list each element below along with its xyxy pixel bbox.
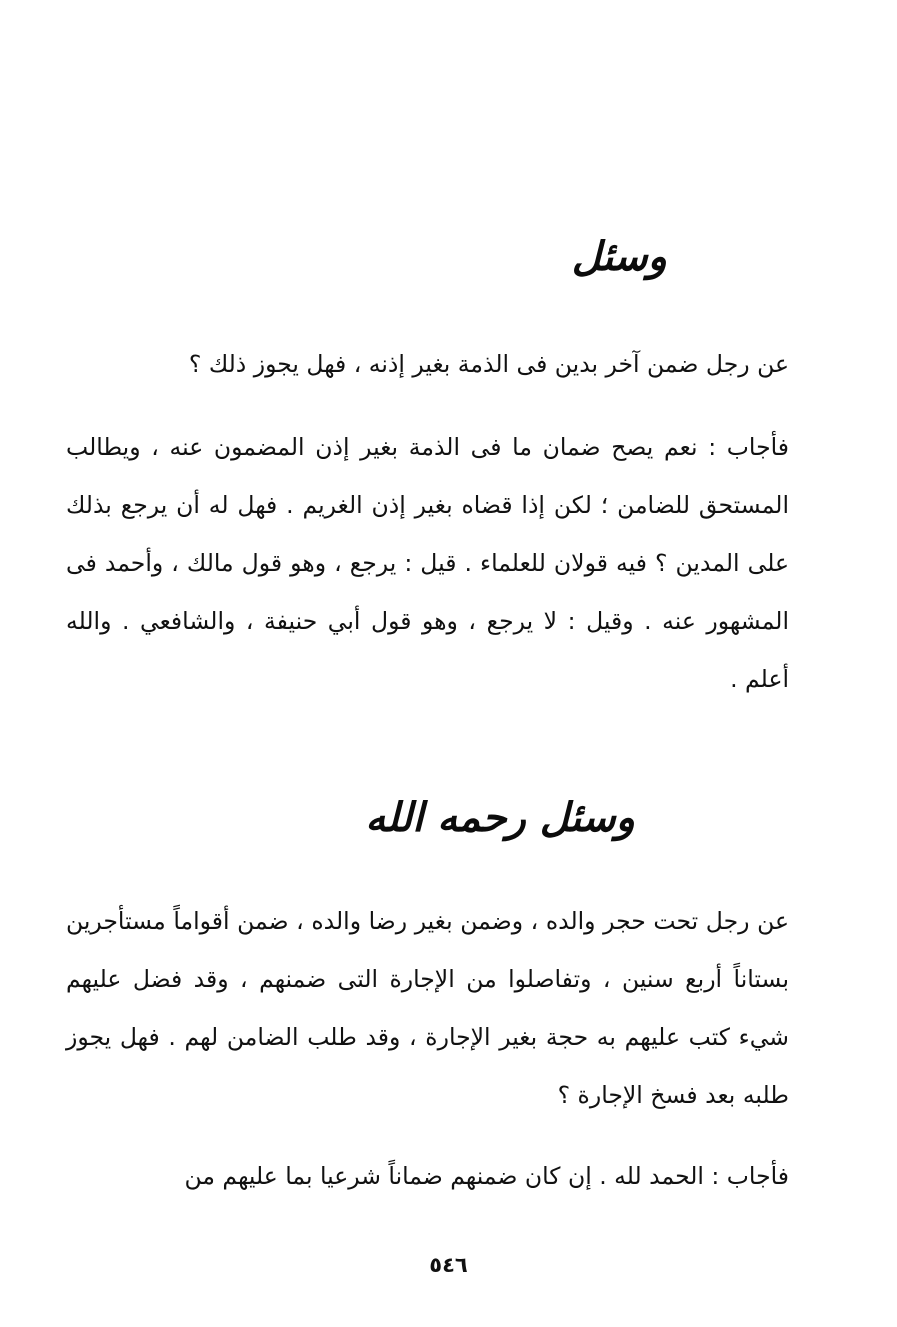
section-heading: وسئل: [571, 233, 667, 280]
page-number: ٥٤٦: [429, 1253, 468, 1277]
answer-paragraph: فأجاب : الحمد لله . إن كان ضمنهم ضماناً شرعيا بما عليهم من: [184, 1162, 789, 1190]
section-heading: وسئل رحمه الله: [365, 794, 635, 841]
answer-paragraph: فأجاب : نعم يصح ضمان ما فى الذمة بغير إذن المضمون عنه ، ويطالب المستحق للضامن ؛ لكن إذا قضاه بغير إذن الغريم . فهل له أن يرجع بذلك على المدين ؟ فيه قولان للعلماء . قيل : يرجع ، وهو قول مالك ، وأحمد فى المشهور عنه . وقيل : لا يرجع ، وهو قول أبي حنيفة ، والشافعي . والله أعلم .: [66, 433, 789, 693]
question-paragraph: عن رجل تحت حجر والده ، وضمن بغير رضا والده ، ضمن أقواماً مستأجرين بستاناً أربع سنين ، وتفاصلوا من الإجارة التى ضمنهم ، وقد فضل عليهم شيء كتب عليهم به حجة بغير الإجارة ، وقد طلب الضامن لهم . فهل يجوز طلبه بعد فسخ الإجارة ؟: [66, 907, 789, 1109]
question-paragraph: عن رجل ضمن آخر بدين فى الذمة بغير إذنه ، فهل يجوز ذلك ؟: [188, 350, 789, 378]
